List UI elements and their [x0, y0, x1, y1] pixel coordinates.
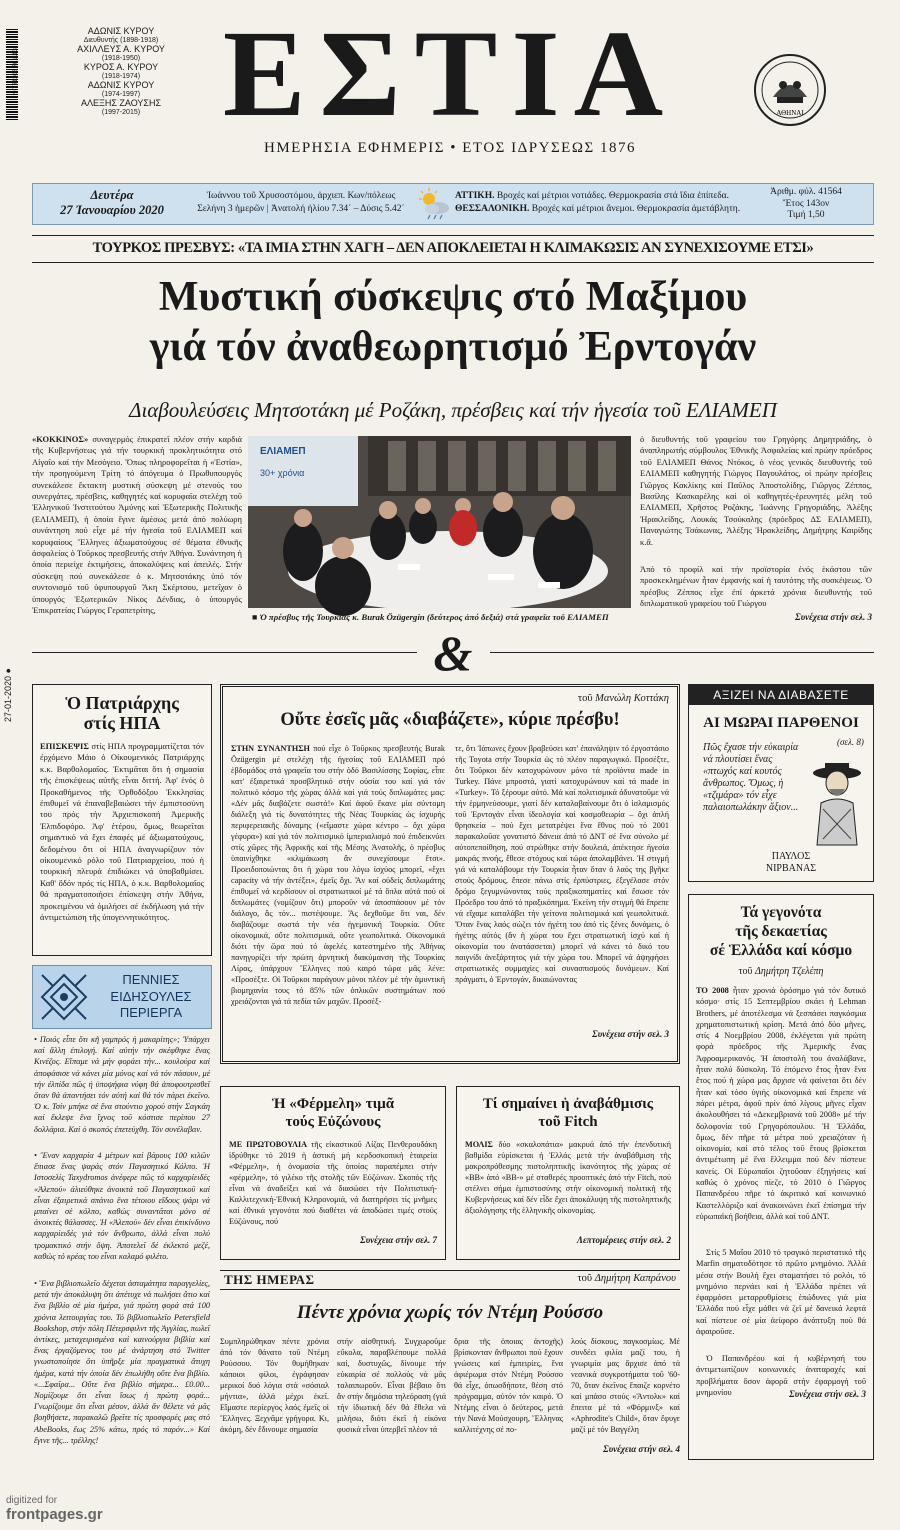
pennies-title-3: ΠΕΡΙΕΡΓΑ	[119, 1005, 183, 1020]
founder-years: (1974-1997)	[101, 91, 141, 98]
lead-left-lead: «ΚΟΚΚΙΝΟΣ»	[32, 434, 89, 444]
weather-attica-label: ΑΤΤΙΚΗ.	[455, 191, 495, 201]
footer-line-1: digitized for	[6, 1495, 58, 1506]
fermeli-box	[220, 1086, 446, 1260]
founder-name: ΑΧΙΛΛΕΥΣ Α. ΚΥΡΟΥ	[77, 44, 165, 54]
decade-author-name: Δημήτρη Τζελέπη	[755, 966, 824, 977]
decade-box	[688, 894, 874, 1460]
fermeli-text: τῆς εἰκαστικοῦ Λίζας Πενθερουδάκη ἱδρύθηκε τό 2019 ἡ ἀστική μή κερδοσκοπική ἑταιρεία «Φέρμελη», ἡ ὀνομασία τῆς ὁποίας παραπέμπει στήν «φέρμελη», τό γιλέκο τῆς στολῆς τῶν Εὐζώνων. Σκοπός τῆς εἶναι νά ἀναδείξει καί νά διασώσει τήν Πολιτιστική-Καλλιτεχνική-Ἐθνική Κληρονομιά, νά διατηρήσει τίς μνῆμες καί ἐθνικά γεγονότα πού διαθέτει νά ἀποδώσει τιμές στούς Εὐζώνους, πού	[229, 1140, 438, 1226]
lead-headline-line-2: γιά τόν ἀναθεωρητισμό Ἐρντογάν	[149, 324, 757, 370]
fitch-title-1: Τί σημαίνει ἡ ἀναβάθμισις	[482, 1096, 654, 1112]
decade-p2: Στίς 5 Μαΐου 2010 τό τραγικό περιστατικό τῆς Marfin σηματοδότησε τό πρῶτο μνημόνιο. Ἀλλά μέσα στήν Βουλή ἔχει σταματήσει τό ρολόι, τό μνημόνιο περνάει καί ἡ Ἑλλάδα πρέπει νά ἐφαρμόσει μεταρρυθμίσεις ἐπώδυνες γιά μία Ἑλλάδα πού εἶχε μάθει νά ζεῖ μέ δανεικά λεφτά καί πίστευε σέ μία ἀείφορο ἀνάπτυξη πού θά ἀφαιροῦσε.	[696, 1248, 866, 1337]
tis-imeras-author-name: Δημήτρη Καπράνου	[594, 1273, 676, 1284]
pennies-header	[32, 965, 212, 1029]
editorial-title: Οὔτε ἐσεῖς μᾶς «διαβάζετε», κύριε πρέσβυ!	[280, 710, 620, 730]
decade-p1	[696, 985, 866, 1243]
pennies-title-2: ΕΙΔΗΣΟΥΛΕΣ	[110, 988, 192, 1004]
tis-imeras-author	[480, 1273, 676, 1284]
info-saint-block	[190, 190, 412, 216]
fermeli-title-1: Ἡ «Φέρμελη» τιμᾶ	[271, 1096, 395, 1112]
worth-reading-page-ref[interactable]: (σελ. 8)	[837, 737, 864, 747]
tis-imeras-col-3: ὅρια τῆς ὁποιας ἀντοχῆς) βρίσκονταν ἄνθρωποι πού ἔχουν γνώσεις καί ἐμπειρίες, ἕνα ἀφιέρωμα στόν Ντέμη Ρούσσο θά εἶχε, ὁπωσδήποτε, θέση στό πρόγραμμα, αὐτόν τόν καιρό. Ὁ Ντέμης εἶναι ὁ δεύτερος, μετά τήν Νανά Μούσχουρη, Ἕλληνας καλλιτέχνης σέ πο-	[454, 1337, 563, 1434]
decade-continue-link[interactable]: Συνέχεια στήν σελ. 3	[789, 1389, 866, 1399]
ampersand-ornament: &	[433, 625, 473, 681]
tis-imeras-header: ΤΗΣ ΗΜΕΡΑΣ	[224, 1272, 315, 1287]
pennies-title	[95, 972, 207, 1022]
lead-kicker: ΤΟΥΡΚΟΣ ΠΡΕΣΒΥΣ: «ΤΑ ΙΜΙΑ ΣΤΗΝ ΧΑΓΗ – ΔΕΝ ΑΠΟΚΛΕΙΕΤΑΙ Η ΚΛΙΜΑΚΩΣΙΣ ΑΝ ΣΥΝΕΧΙΣΟΥΜΕ ΕΤΣΙ»	[92, 240, 814, 256]
decade-lead: ΤΟ 2008	[696, 986, 729, 995]
weather-thess-label: ΘΕΣΣΑΛΟΝΙΚΗ.	[455, 204, 530, 214]
fitch-box	[456, 1086, 680, 1260]
founders-list	[60, 27, 182, 117]
photo-sign-text: ΕΛΙΑΜΕΠ	[260, 446, 306, 457]
patriarch-title: Ὁ Πατριάρχης στίς ΗΠΑ	[65, 693, 179, 733]
fitch-body	[465, 1139, 671, 1231]
founder-name: ΚΥΡΟΣ Α. ΚΥΡΟΥ	[83, 62, 159, 72]
decade-title	[696, 903, 866, 960]
patriarch-lead: ΕΠΙΣΚΕΨΙΣ	[40, 741, 89, 751]
patriarch-text: στίς ΗΠΑ προγραμματίζεται τόν ἐρχόμενο Μάιο ὁ Οἰκουμενικός Πατριάρχης κ.κ. Βαρθολομαῖος. Ἐκτιμᾶται ὅτι ἡ σημασία τῆς ἐπισκέψεως αὐτῆς εἶναι διττή. Ἀφ' ἑνός ὁ Προκαθήμενος τῆς Ὀρθοδόξου Ἐκκλησίας ἐπιθυμεῖ νά ἐπαναβεβαιώσει τήν ἐμπιστοσύνη του πρός τήν Ἀρχιεπισκοπή Ἀμερικῆς Ἐλπιδοφόρο. Ἀφ' ἑτέρου, ὅμως, θεωρεῖται σημαντικό νά ἔχει ἐπαφές μέ ἀξιωματούχους, δεδομένου ὅτι οἱ ΗΠΑ ἀναγνωρίζουν τόν οἰκουμενικό ρόλο τοῦ Πατριαρχείου, πού ἡ τουρκική πλευρά ἐπιδιώκει νά ὑποβαθμίσει. Καθ' ὅδόν πρός τίς ΗΠΑ, ὁ κ.κ. Βαρθολομαῖος θά πραγματοποιήσει ἐπίσκεψη στήν Ἀθήνα, προκειμένου νά ὁμιλήσει σέ ἐκδήλωση γιά τήν ἀντιμετώπιση τῆς ὑπογεννητικότητος.	[40, 741, 204, 923]
founder-name: ΑΛΕΞΗΣ ΖΑΟΥΣΗΣ	[80, 98, 162, 108]
weather-thessaloniki	[455, 203, 741, 216]
tis-imeras-title: Πέντε χρόνια χωρίς τόν Ντέμη Ρούσσο	[296, 1302, 604, 1323]
info-date-block	[38, 188, 186, 218]
founder-name: ΑΔΩΝΙΣ ΚΥΡΟΥ	[87, 80, 155, 90]
fermeli-title	[229, 1095, 437, 1131]
info-moon: Σελήνη 3 ἡμερῶν | Ἀνατολή ἡλίου 7.34΄ – Δύσις 5.42΄	[197, 204, 405, 214]
rule	[32, 235, 874, 236]
lead-right-column	[640, 434, 872, 623]
worth-reading-quote: Πῶς ἔχασε τήν εὐκαιρία νά πλουτίσει ἕνας «πτωχός καί κουτός ἄνθρωπος. Ὅμως, ἡ «τζιμάρα» τόν εἶχε παλαιοπωλάκην ἄξιον...	[703, 742, 799, 813]
lead-subhead: Διαβουλεύσεις Μητσοτάκη μέ Ροζάκη, πρέσβεις καί τήν ἡγεσία τοῦ ΕΛΙΑΜΕΠ	[129, 398, 777, 422]
footer-line-2[interactable]: frontpages.gr	[6, 1506, 103, 1523]
photo-sign-text-2: 30+ χρόνια	[260, 468, 305, 478]
editorial-author-name: Μανώλη Κοττάκη	[595, 693, 669, 704]
penny-item: • Ἕναν καρχαρία 4 μέτρων καί βάρους 100 κιλῶν ἔπιασε ἕνας ψαράς στόν Παγασητικό Κόλπο. Ἡ Ιστοσελίς Taxydromos ἀνέφερε πῶς τό καρχαρίειδές «Ἀλεπού» ἀλιεύθηκε ἀνοικτά τοῦ Παγασητικοῦ καί εἶναι ἐξαιρετικά σπάνιο ἕνα τέτοιου εἴδους ψάρι νά μπαίνει σέ κόλπο, καθώς συναντᾶται μόνο σέ ἀνοικτές θάλασσες. Ἡ «Ἀλεπού» δέν εἶναι ἐπικίνδυνο καρχαρίειδές γιά τόν ἄνθρωπο, ἀλλά εἶναι πολύ τρομακτικό στήν ὄψη. Ἀποτελεῖ δέ ἐκλεκτό μεζέ, καθώς τό κρέας του εἶναι καλαμό φιλέτο.	[34, 1151, 210, 1261]
footer-watermark	[6, 1494, 146, 1522]
lead-headline	[32, 272, 874, 372]
tis-imeras-col-4-wrap	[571, 1336, 680, 1456]
info-day: Δευτέρα	[90, 188, 134, 202]
fermeli-body	[229, 1139, 437, 1231]
caricature-illustration	[807, 759, 869, 847]
seal-logo	[753, 53, 827, 127]
lead-left-column	[32, 434, 242, 626]
decade-title-3: σέ Ἑλλάδα καί κόσμο	[709, 942, 853, 959]
editorial-col-1	[231, 743, 445, 1043]
penny-item: • Ποιός εἶπε ὅτι κῆ γαμπρός ἡ μακαρίτης»; Ὑπάρχει καί ἄλλη ἐπιλογή. Καί αὐτήν τήν σκέφθηκε ἕνας Κινέζος. Εἴπαμε νά μήν φοράει τήν... κουλούρα καί ἀποφάσισε νά κάνει μία μόνος καί νά τόν πάσουν, μέ τήν ἐλπίδα πῶς ἡ ὑποψήφια νύφη θά ἀποφουτρισθεῖ ὅταν θά ἀπαντήσει τόν αὐτή καί θά τόν πάρει ἐκεῖνο. Ὁ κ. Τσίν μπήκε σέ ἕνα στούντιο χορού στήν Σαγκάη καί ἔκλεψε ἕνα ἴχνος τοῦ κόστισε περίπου 27 δολλάρια. Καί ὁ σκοπός ἐπετεύχθη. Τόν συνέλαβαν.	[34, 1035, 210, 1134]
fitch-title-2: τοῦ Fitch	[538, 1114, 598, 1130]
masthead-subtitle: ΗΜΕΡΗΣΙΑ ΕΦΗΜΕΡΙΣ • ΕΤΟΣ ΙΔΡΥΣΕΩΣ 1876	[264, 140, 636, 156]
decade-author	[696, 966, 866, 977]
masthead-title: ΕΣΤΙΑ	[222, 5, 678, 142]
photo-caption-text: Ὁ πρέσβυς τῆς Τουρκίας κ. Burak Özügergin (δεύτερος ἀπό δεξιά) στά γραφεῖα τοῦ ΕΛΙΑΜΕΠ	[259, 612, 609, 622]
weather-block	[455, 190, 741, 216]
pennies-title-1: ΠΕΝΝΙΕΣ	[122, 972, 180, 987]
lead-photo	[248, 436, 631, 608]
weather-attica	[455, 190, 737, 203]
tis-imeras-col-4: λούς δίσκους, παγκοσμίως. Μέ συνδέει φιλία μαζί του, ἡ γνωριμία μας ἄρχισε ἀπό τά νεανικά συγκροτήματα τοῦ '60-70, ὅταν ἐκεῖνος ἔπαιζε κορνέτο καί μπάσο στούς «Ἄντολκ» καί ἔπειτα μέ τά «Φόρμινξ» καί «Aphrodite's Child», ὅταν ἔφυγε μαζί μέ τόν Βαγγέλη	[571, 1337, 680, 1434]
tis-imeras-columns	[220, 1336, 680, 1456]
patriarch-body	[40, 741, 204, 941]
rule	[32, 262, 874, 263]
seal-text: ΑΘΗΝΑΙ	[776, 109, 804, 117]
pennies-body	[34, 1034, 210, 1458]
editorial-col-1-text: πού εἶχε ὁ Τοῦρκος πρεσβευτής Burak Özügergin μέ στελέχη τῆς ἡγεσίας τοῦ ΕΛΙΑΜΕΠ πρό ἑβδομάδος στά γραφεῖα του στήν ὁδό Βασιλίσσης Σοφίας, εἶπε κατ' ἐξαιρετικά προσβλητικό στήν οὐσία του καί γιά τόν πολιτικό κόσμο τῆς χώρας ἀλλά καί γιά τούς διπλωμάτες μας: «Δέν μᾶς διαβάζετε σωστά!» Καί ἀφοῦ ἔκανε μία σύντομη διάλεξη γιά τίς δυνατότητες τῆς Νέας Τουρκίας ὡς ἰσχυρής περιφερειακῆς δύναμης («εἴμαστε χώρα κέντρο – ὄχι χώρα γέφυρα») καί γιά τόν πολιτισμικό ἰμπεριαλισμό πού ἐπιδεικνύει στίς χῶρες τῆς Ἀφρικῆς καί τῆς Μέσης Ἀνατολῆς, ὁ πρέσβυς ὑπαινίχθηκε «κλιμάκωση ἄν συνεχίσουμε ἔτσι». Προειδοποιώντας ὅτι ἡ χώρα του λόγω ἰσχύος μπορεῖ, «ἔχει capacity νά τήν ἀντέξει», ἐμεῖς ὄχι. Ἄν καί οὐδείς διπλωμάτης ἐπιθυμεῖ νά κερδίσουν οἱ στρατιωτικοί μέ τά ὅπλα αὐτά πού οἱ διπλωμάτες (νομίζουν ὅτι) μποροῦν νά ἀποσπάσουν μέ τόν διάλογο, ἄς τόν... πιστέψουμε. Ἄς δεχθοῦμε ὅτι ναι, δέν διαβάζουμε σωστά τήν νέα ἡγεμονική Τουρκία. Οὔτε οἰκονομικά, οὔτε πολιτισμικά, οὔτε γεωπολιτικά. Οἰκονομικά διότι τήν ὥρα πού τό ἀφελές κατεστημένο τῆς Ἀθήνας πανηγυρίζει τήν πρώτη ἀρνητική διακύμανση τῆς Τουρκίας Λίρας, ὑπάρχουν Ἕλληνες πού καιρό τώρα μᾶς λένε: «Προσέξτε. Οἱ Τοῦρκοι παράγουν μόνοι πλέον μέ τήν ἀμυντική βιομηχανία τους τό 85% τῶν ὁπλικῶν συστημάτων πού χρειάζονται γιά τά πεδία τῶν μαχῶν. Προσέξ-	[231, 744, 445, 1006]
rule	[490, 652, 874, 653]
date-stamp: 27-01-2020 ●	[3, 668, 13, 722]
worth-reading-box	[688, 684, 874, 882]
editorial-columns	[231, 743, 669, 1043]
decade-title-1: Τά γεγονότα	[740, 904, 822, 921]
editorial-box	[220, 684, 680, 1064]
issue-block	[742, 187, 870, 222]
issue-price: Τιμή 1,50	[787, 210, 825, 220]
worth-reading-author-2: ΝΙΡΒΑΝΑΣ	[765, 863, 817, 874]
editorial-col-2-wrap	[455, 743, 669, 1043]
date-stamp-text: 27-01-2020	[3, 675, 13, 722]
barcode-number: 9 771108 701113	[13, 48, 19, 94]
founder-years: (1997-2015)	[101, 109, 141, 116]
info-saint: Ἰωάννου τοῦ Χρυσοστόμου, ἀρχιεπ. Κων/πόλεως	[206, 191, 396, 201]
tis-imeras-continue-link[interactable]: Συνέχεια στήν σελ. 4	[603, 1444, 680, 1454]
worth-reading-author-1: ΠΑΥΛΟΣ	[771, 851, 811, 862]
fitch-lead: ΜΟΛΙΣ	[465, 1140, 493, 1149]
lead-headline-line-1: Μυστική σύσκεψις στό Μαξίμου	[158, 274, 748, 320]
editorial-col-2: τε, ὅτι Ἰάπωνες ἔχουν βραβεύσει κατ' ἐπανάληψιν τό ἐργοστάσιο τῆς Toyota στήν Τουρκία ὡς τό πλέον παραγωγικό. Προσέξτε, ὅτι Τοῦρκοι δέν κατοχυρώνουν μόνο τά προϊόντα made in Turkey. Πάνε μπροστά, γιατί κατοχυρώνουν καί τά made in «Turkey». Τό ξέρουμε αὐτό. Μά καί πολιτισμικά ἀδυνατοῦμε νά τήν ἑρμηνεύσουμε, γιατί δέν καταλαβαίνουμε ὅτι ὁ ἰσλαμισμός τοῦ Ἐρντογάν εἶναι ἰδεολογία καί κοσμοθεωρία – ὄχι ἁπλή θρησκεία – πού ἔχει μετατρέψει ἕνα ἔθνος πού τό 2001 παρακαλοῦσε γονατιστό δάνεια ἀπό τό ΔΝΤ σέ ἕνα σύνολο μέ αὐτοπεποίθηση, πού στρώθηκε στήν δουλειά, ἀπέκτησε ἡγεσία μακράς πνοής, ἔθεσε στόχους καί τώρα ἀπολαμβάνει. Ἡ στιγμή γιά νά καταλάβουμε τήν Τουρκία ἦταν ὅταν ὁ λαός της βγῆκε στούς δρόμους, ἔπεσε πάνω στίς ἐρπύστριες, ἐξεγέλασε στόν δρόμο ξεγυμνώνοντας τούς πραξικοπηματίες καί ἔσωσε τόν Πρόεδρο του ἀπό τό πραξικόπημα. Ἐκείνη τήν στιγμή θά ἔπρεπε νά εἴχαμε καταλάβει τήν γείτονα πολιτισμικά καί γεωπολιτικά. Ὅταν ἕνας λαός σώζει τόν ἡγέτη του ἀπό τίς ξένες δυνάμεις, ὁ ἡγέτης αὐτός (ἄν ἡ χώρα του ἔχει στρατιωτική ἰσχύ καί ἡ οἰκονομία του ἀνατάσσεται) μπορεῖ νά κάνει τό δικό του παιγνίδι ἀνεξάρτητος γιά τήν χώρα του. Μπορεῖ νά ἀψηφήσει στρατιωτικές συμμαχίες καί συνασπισμούς δυνάμεων. Καί πράγματι, ὁ Ἐρντογάν, δικαιώνοντας	[455, 744, 669, 984]
fermeli-continue-link[interactable]: Συνέχεια στήν σελ. 7	[360, 1235, 437, 1245]
penny-item: • Ἕνα βιβλιοπωλεῖο δέχεται ἀσταμάτητα παραγγελίες, μετά τήν ἀποκάλυψη ὅτι ἀπέτυχε νά πωλήσει ἄτιο καί ἕνα βιβλίο σέ μία ἡμέρα, γιά πρώτη φορά στά 100 χρόνια λειτουργίας του. Τό βιβλιοπωλεῖο Petersfield Bookshop, στήν πόλη Πέτερσφιλντ τῆς Ἀγγλίας, πωλεῖ ἀντίκες, μεταχειρισμένα καί καινούργια βιβλία καί ἕνας ἐργαζόμενος του μέ ἀνάρτηση στό Twitter γνωστοποίησε ὅτι ὑπῆρξε μία πραγματικά ἄτυχη ἡμέρα, κατά τήν ὁποία δέν ἐπωλήθη οὔτε ἕνα βιβλίο. «...Σφαῖρα... Οὔτε ἕνα βιβλίο σήμερα... £0.00... Νομίζουμε ὅτι εἶναι ἴσως ἡ πρώτη φορά... Γνωρίζουμε ὅτι εἶναι μέσον, ἀλλά ἄν θέλετε νά μᾶς βοηθήσετε, παρακαλῶ βρεῖτε τίς προσφορές μας στό AbeBooks, ἕως 25% κάτω, πρός τό παρόν...» Καί ἔγινε τῆς... τρέλλης!	[34, 1279, 210, 1445]
founder-years: (1918-1950)	[101, 55, 141, 62]
editorial-author-prefix: τοῦ	[577, 693, 596, 704]
weather-attica-text: Βροχές καί μέτριοι νοτιάδες. Θερμοκρασία στά ἴδια ἐπίπεδα.	[494, 191, 730, 201]
decade-p3: Ὁ Παπανδρέου καί ἡ κυβέρνησή του ἀντιμετωπίζουν κοινωνικές ἀναταραχές καί προβλήματα ὅσον ἀφορᾶ στήν ἐφαρμογή τοῦ μνημονίου	[696, 1354, 866, 1397]
lead-left-text: συναγερμός ἐπικρατεῖ πλέον στήν καρδιά τῆς Κυβερνήσεως γιά τήν τουρκική προκλητικότητα στό Αἰγαῖο καί τήν Μεσόγειο. Ὅπως πληροφορεῖται ἡ «Ἑστία», τήν προηγούμενη Τρίτη τό ἀπόγευμα ὁ Πρωθυπουργός συνεκάλεσε ἔκτακτη μυστική σύσκεψη μέ στενούς του συνεργάτες, πρέσβεις, καθηγητές καί κορυφαῖα στελέχη τοῦ Ἑλληνικοῦ Ἰνστιτούτου Ἀμύνης καί Ἐξωτερικῆς Πολιτικῆς (ΕΛΙΑΜΕΠ), ἡ ὁποία ἔγινε ἀμέσως μετά ἀπό πολύωρη συνάντηση πού εἶχε μέ τήν ἡγεσία τοῦ ΕΛΙΑΜΕΠ καί κορυφαίους Ἕλληνες ἀξιωματούχους σέ θέματα ἐθνικῆς ἀσφαλείας ὁ Τοῦρκος πρεσβευτής στήν Ἀθήνα. Συνάντηση ἡ ὁποία περιείχε ἐκτιμήσεις, ἀποκαλύψεις καί ἀπειλές. Στήν σύσκεψη πού συνεκάλεσε ὁ κ. Μητσοτάκης ὑπό τόν συντονισμό τοῦ ὑφυπουργοῦ Ἄκη Σκέρτσου, μετεῖχαν ὁ ὑπουργός Ἐξωτερικῶν Νίκος Δένδιας, ὁ ὑπουργός Ἐπικρατείας Γιώργος Γεραπετρίτης,	[32, 434, 242, 616]
tis-imeras-author-prefix: τοῦ	[577, 1273, 595, 1284]
patriarch-box	[32, 684, 212, 956]
fermeli-lead: ΜΕ ΠΡΩΤΟΒΟΥΛΙΑ	[229, 1140, 308, 1149]
lead-right-text-2: Ἀπό τό προφίλ καί τήν προϊστορία ἑνός ἑκάστου τῶν προσκεκλημένων ἦταν ἐμφανής καί ἡ ταυτότης τῆς συσκέψεως. Ὁ πρέσβυς Ζέππος εἶχε ἐπί ἀρκετά χρόνια διευθυντής τοῦ διπλωματικοῦ γραφείου τοῦ Γιώργου	[640, 564, 872, 609]
decade-author-prefix: τοῦ	[738, 966, 756, 977]
weather-icon	[416, 188, 452, 220]
editorial-continue-link[interactable]: Συνέχεια στήν σελ. 3	[592, 1029, 669, 1039]
founder-years: Διευθυντής (1898-1918)	[83, 37, 159, 44]
lead-right-text: ὁ διευθυντής τοῦ γραφείου του Γρηγόρης Δημητριάδης, ὁ ἀναπληρωτής σύμβουλος Ἐθνικῆς Ἀσφαλείας καί πρώην πρόεδρος τοῦ ΕΛΙΑΜΕΠ Θάνος Ντόκος, ὁ νέος γενικός διευθυντής τοῦ ΕΛΙΑΜΕΠ καθηγητής Γιώργος Παγουλάτος, οἱ πρώην πρέσβεις Γιῶργος Κακλίκης καί Παῦλος Ἀποστολίδης, Γιῶργος Ζέππος, Βασίλης Κασκαρέλης καί οἱ καθηγητές-ἐρευνητές μέλη τοῦ ΕΛΙΑΜΕΠ, Χρῆστος Ροζάκης, Ἰωάννης Γρηγοριάδης, Ἀλέξης Ἡρακλείδης, Λουκάς Τσούκαλης (πρόεδρος ΔΣ ΕΛΙΑΜΕΠ), Παναγιώτης Τσάκωνας, Ἀλέξης Ἡρακλείδης, Δημήτρης Καιρίδης κ.ἄ.	[640, 434, 872, 547]
pennies-ornament-icon	[39, 972, 89, 1022]
worth-reading-header: ΑΞΙΖΕΙ ΝΑ ΔΙΑΒΑΣΕΤΕ	[689, 685, 873, 705]
tis-imeras-col-1: Συμπληρώθηκαν πέντε χρόνια ἀπό τόν θάνατο τοῦ Ντέμη Ρούσσου. Τόν θυμήθηκαν κάποιοι φίλοι, ἐγράφησαν μερικοί δυό λόγια στά «σόσιαλ μήντια», ἀλλά μέχρι ἐκεῖ. Εἴμαστε περίεργος λαός ἐμεῖς οἱ Ἕλληνες. Ξεχνᾶμε γρήγορα. Κι, ἀκόμη, δέν ἔδινουμε σημασία	[220, 1337, 329, 1434]
decade-p1-text: ἦταν χρονιά ὁρόσημο γιά τόν δυτικό κόσμο· στίς 15 Σεπτεμβρίου σκάει ἡ Lehman Brothers, μέ ἀποτέλεσμα νά ξεσπάσει παγκόσμια χρηματοπιστωτική κρίση. Μετά ἀπό δύο μῆνες, στίς 4 Νοεμβρίου 2008, ἐκλέγεται γιά πρώτη φορά πρόεδρος τῆς Ἀμερικῆς ἕνας Ἀφροαμερικανός. Ἡ ἀποστολή του ἀναλάβανε, ἦταν πολύ δύσκολη. Τό ἑπόμενο ἔτος ἦταν ἕνα ἔτος πού ἡ χώρα μας ἄρχισε νά φαίνεται ὅτι δέν ἦταν καί τόσο ὑγιής οἰκονομικά καί ἔπρεπε νά πάρει μέτρα, ἀφοῦ πρίν ἀπό λίγους μῆνες εἶχαν ἀκολουθήσει τά «Δεκεμβριανά τοῦ 2008» μέ τήν δολοφονία τοῦ Γρηγορόπουλου. Ἡ Ἑλλάδα, ὅμως, δέν πῆρε τά μέτρα πού χρειαζόταν ἡ οἰκονομία, καί στό τέλος τοῦ ἔτους βρίσκεται ἀντιμέτωπη μέ ἕνα ἔλλειμμα πού δέν πίστευε κανείς. Οἱ Εὐρωπαῖοι ζητοῦσαν ἐξηγήσεις καί καθώς ὁ χρόνος πίεζε, τό 2010 ὁ Γιῶργος Παπανδρέου πῆρε τό ἀκριτικό καί κοινωνικό Καστελλόριζο καί ἀνακοινώνει ἐκεῖ ἐπίσημα τήν εὐρωπαϊκή βοήθεια, ἀλλά καί τοῦ ΔΝΤ.	[696, 986, 866, 1221]
editorial-author	[231, 693, 669, 704]
info-date: 27 Ἰανουαρίου 2020	[60, 203, 164, 217]
fitch-text: δύο «σκαλοπάτια» μακρυά ἀπό τήν ἐπενδυτική βαθμίδα εὑρίσκεται ἡ Ἑλλάς μετά τήν ἀναβάθμιση τῆς μακροπρόθεσμης πιστοληπτικῆς ἱκανότητος τῆς χώρας σέ «BB» ἀπό «BB-» μέ σταθερές προοπτικές ἀπό τήν Fitch, πού στέλνει σήμα ἐμπιστοσύνης στήν οἰκονομική πολιτική τῆς Κυβερνήσεως καί δέν εἶδε ἔχει ἀποκάλυψη τῆς πιστοληπτικῆς ἀξιολόγησης τῆς ἑλληνικῆς οἰκονομίας.	[465, 1140, 671, 1215]
worth-reading-title: ΑΙ ΜΩΡΑΙ ΠΑΡΘΕΝΟΙ	[703, 715, 859, 731]
lead-continue-link[interactable]: Συνέχεια στήν σελ. 3	[795, 612, 872, 622]
founder-years: (1918-1974)	[101, 73, 141, 80]
photo-caption	[252, 612, 635, 622]
fitch-continue-link[interactable]: Λεπτομέρειες στήν σελ. 2	[576, 1235, 671, 1245]
worth-reading-author	[739, 851, 843, 875]
issue-year: Ἔτος 143ον	[782, 198, 830, 209]
decade-title-2: τῆς δεκαετίας	[735, 923, 827, 940]
caption-marker-icon: ■	[252, 612, 260, 622]
tis-imeras-col-2: στήν αἰσθητική. Συγχωροῦμε εὔκολα, παραβλέπουμε πολλά καί, δυστυχῶς, δίνουμε τήν εὐκαιρία σέ πολλούς νά μᾶς ταλαιπωροῦν. Εἶναι βέβαιο ὅτι ἄν στήν δημόσια τηλεόραση (γιά τήν ἰδιωτική δέν θά ἔθελα νά μιλήσω, διότι ἐκεῖ ἡ εἰκόνα φυσικά εἶναι ὑπερβεῖ πλέον τά	[337, 1337, 446, 1434]
rule	[32, 652, 417, 653]
issue-number: Ἀριθμ. φύλ. 41564	[770, 187, 842, 197]
weather-thess-text: Βροχές καί μέτριοι ἄνεμοι. Θερμοκρασία ἀμετάβλητη.	[529, 204, 741, 214]
fitch-title	[465, 1095, 671, 1131]
founder-name: ΑΔΩΝΙΣ ΚΥΡΟΥ	[87, 26, 155, 36]
fermeli-title-2: τούς Εὐζώνους	[285, 1114, 381, 1130]
editorial-lead: ΣΤΗΝ ΣΥΝΑΝΤΗΣΗ	[231, 744, 310, 753]
